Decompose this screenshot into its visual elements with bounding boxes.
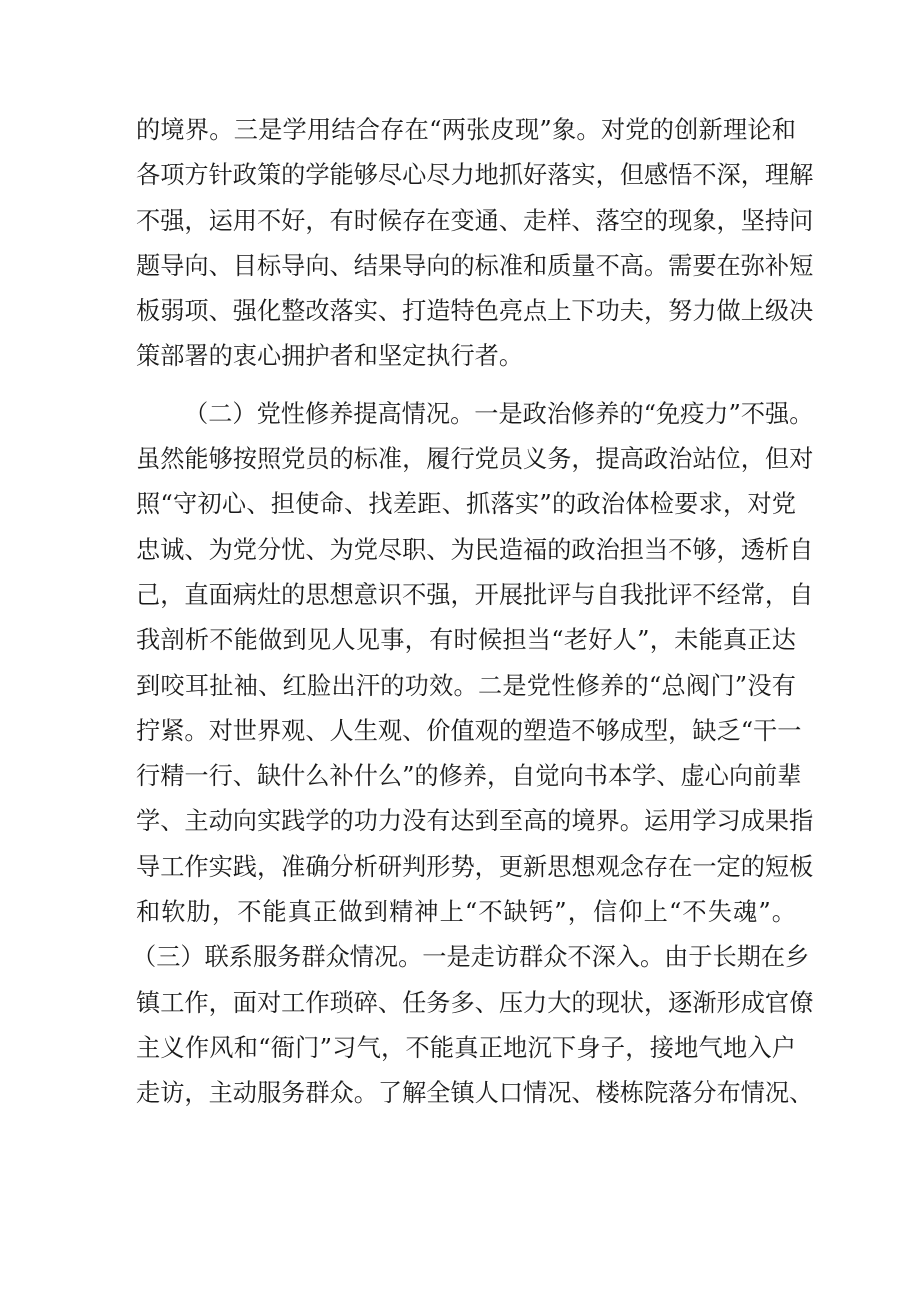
text-line: 照“守初心、担使命、找差距、抓落实”的政治体检要求，对党 <box>136 490 796 519</box>
paragraph <box>132 935 814 1116</box>
text-line: 不强，运用不好，有时候存在变通、走样、落空的现象，坚持问 <box>136 206 814 235</box>
text-line: 导工作实践，准确分析研判形势，更新思想观念存在一定的短板 <box>136 852 814 881</box>
text-line: 己，直面病灶的思想意识不强，开展批评与自我批评不经常，自 <box>136 580 814 609</box>
text-line: 到咬耳扯袖、红脸出汗的功效。二是党性修养的“总阀门”没有 <box>136 671 796 700</box>
text-line: 拧紧。对世界观、人生观、价值观的塑造不够成型，缺乏“干一 <box>136 716 802 745</box>
text-line: 镇工作，面对工作琐碎、任务多、压力大的现状，逐渐形成官僚 <box>136 988 814 1017</box>
section-heading-line: （二）党性修养提高情况。一是政治修养的“免疫力”不强。 <box>184 399 814 428</box>
text-line: 我剖析不能做到见人见事，有时候担当“老好人”，未能真正达 <box>136 626 796 655</box>
text-line: 题导向、目标导向、结果导向的标准和质量不高。需要在弥补短 <box>136 251 814 280</box>
text-line: 行精一行、缺什么补什么”的修养，自觉向书本学、虚心向前辈 <box>136 762 802 791</box>
text-line: 板弱项、强化整改落实、打造特色亮点上下功夫，努力做上级决 <box>136 297 814 326</box>
text-line: 虽然能够按照党员的标准，履行党员义务，提高政治站位，但对 <box>136 445 814 474</box>
text-line: 各项方针政策的学能够尽心尽力地抓好落实，但感悟不深，理解 <box>136 161 814 190</box>
paragraph <box>136 392 814 936</box>
text-line: 的境界。三是学用结合存在“两张皮现”象。对党的创新理论和 <box>136 116 796 144</box>
text-line: 主义作风和“衙门”习气，不能真正地沉下身子，接地气地入户 <box>136 1033 796 1062</box>
text-line: 学、主动向实践学的功力没有达到至高的境界。运用学习成果指 <box>136 807 814 836</box>
text-line: 忠诚、为党分忧、为党尽职、为民造福的政治担当不够，透析自 <box>136 535 814 564</box>
section-heading-line: （三）联系服务群众情况。一是走访群众不深入。由于长期在乡 <box>132 943 810 972</box>
text-line: 走访，主动服务群众。了解全镇人口情况、楼栋院落分布情况、 <box>136 1079 814 1108</box>
text-line: 和软肋，不能真正做到精神上“不缺钙”，信仰上“不失魂”。 <box>136 898 796 927</box>
document-body <box>132 108 814 1117</box>
paragraph <box>136 108 814 380</box>
text-line: 策部署的衷心拥护者和坚定执行者。 <box>136 342 524 371</box>
